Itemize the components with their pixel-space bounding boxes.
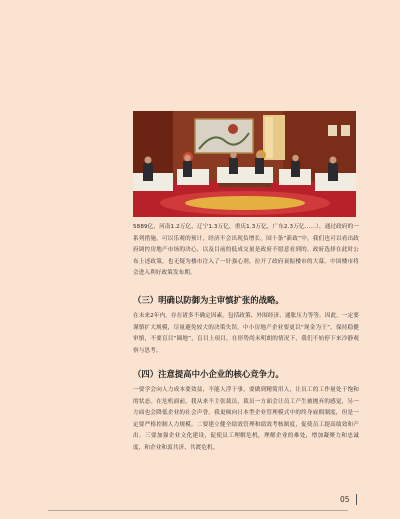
section-heading-4: （四）注意提高中小企业的核心竞争力。: [133, 369, 284, 379]
page-number-bar: [356, 494, 357, 505]
paragraph-policy: 5889亿，河南1.2万亿，辽宁1.3万亿，重庆1.3万亿，广东2.3万亿……），通过政府的一系列措施，可以乐观的预计，经济不会出现负增长。国十条“新政”中，我们也可以看出政府调控房地产市场的决心，以及目前的低成交量是政府不愿意看到的。政府选择在此时公布上述政策，也无疑为楼市注入了一针强心剂，拉开了政府衰振楼市的大幕。中国楼市将会进入利好政策发布期。: [133, 224, 359, 277]
meeting-room-illustration: [133, 111, 356, 217]
meeting-room-photo: [133, 111, 356, 217]
paragraph-competitiveness: 一要学会向人力成本要效益，不能人浮于事，要做到精简用人，让员工的工作量处于饱和的状态。在危机面前，我从来不主张裁员，裁员一方面会让员工产生被抛弃的感觉，另一方面也会降低企业的社会声誉。我更倾向日本型企业管理模式中的终身雇佣制度，但是一定要严格控制人力规模。二要建立健全绩效管理和绩效考核制度，促使员工提高绩效和产出。三要加强企业文化建设，促使员工理解危机，理解企业的难处，增加凝聚力和忠诚度，和企业和衷共济、共渡危机。: [133, 387, 359, 451]
page-number: 05: [340, 495, 350, 504]
paragraph-strategy: 在未来2年内，存在诸多不确定因素，包括政策、外围经济、通胀压力等等。因此，一定要谨慎扩大规模，尽量避免较大的决策失误。中小房地产企业要更以“现金为王”，保持稳健审慎，不要盲目“圈地”，盲目上项目，在形势尚未明朗的情况下，我们不妨停下来冷静观察与思考。: [133, 313, 359, 354]
section-heading-3: （三）明确以防御为主审慎扩张的战略。: [133, 295, 284, 305]
footer-rule: [48, 510, 348, 511]
